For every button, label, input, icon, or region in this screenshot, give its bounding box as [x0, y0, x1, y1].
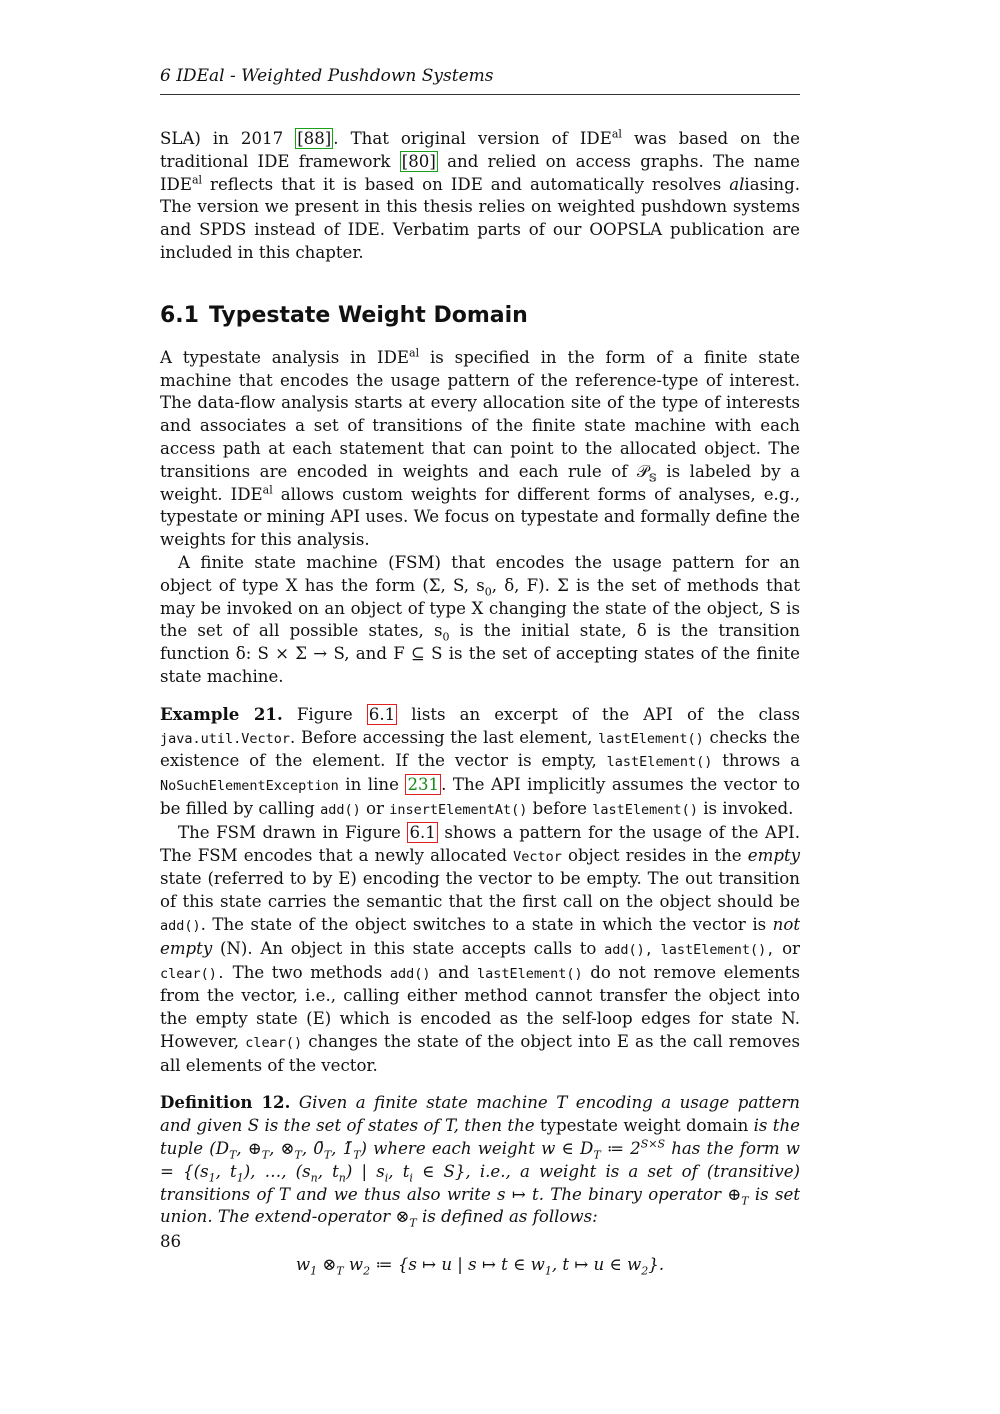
extend-operator-formula: $w_1$ $\otimes_T$ $w_2$ ≔ {s ↦ u | s ↦ t ∈ $w_1$, t ↦ u ∈ $w_2$}.: [295, 1255, 665, 1278]
example-paragraph: Example 21. Figure 6.1 lists an excerpt of the API of the class java.util.Vector. Before accessing the last element, lastElement() checks the existence of the element. If the vector is empty, lastElement() throws a NoSuchElementException in line 231 . The API implicitly assumes the vector to be filled by calling add() or insertElementAt() before lastElement() is invoked.: [160, 703, 800, 818]
running-header: 6 IDEal - Weighted Pushdown Systems: [160, 64, 800, 95]
figure-link[interactable]: 6.1: [409, 822, 436, 842]
page-number: 86: [160, 1232, 182, 1251]
fsm-definition-paragraph: A finite state machine (FSM) that encodes the usage pattern for an object of type X has the form (Σ, S, $s_0$, δ, F). Σ is the set of methods that may be invoked on an object of type X changing the state of the object, S is the set of all possible states, $s_0$ is the initial state, δ is the transition function δ: S × Σ → S, and F ⊆ S is the set of accepting states of the finite state machine.: [160, 552, 800, 686]
section-heading: 6.1 Typestate Weight Domain: [160, 302, 528, 328]
citation-link-80[interactable]: [80]: [401, 151, 436, 171]
fsm-description-paragraph: The FSM drawn in Figure 6.1 shows a pattern for the usage of the API. The FSM encodes that a newly allocated Vector object resides in the empty state (referred to by E) encoding the vector to be empty. The out transition of this state carries the semantic that the first call on the object should be add(). The state of the object switches to a state in which the vector is not empty (N). An object in this state accepts calls to add(), lastElement(), or clear(). The two methods add() and lastElement() do not remove elements from the vector, i.e., calling either method cannot transfer the object into the empty state (E) which is encoded as the self-loop edges for state N. However, clear() changes the state of the object into E as the call removes all elements of the vector.: [160, 822, 800, 1075]
typestate-paragraph: A typestate analysis in $IDE^{al}$ is specified in the form of a finite state machine that encodes the usage pattern of the reference-type of interest. The data-flow analysis starts at every allocation site of the type of interests and associates a set of transitions of the finite state machine with each access path at each statement that can point to the allocated object. The transitions are encoded in weights and each rule of 𝒫$_𝕊$ is labeled by a weight. $IDE^{al}$ allows custom weights for different forms of analyses, e.g., typestate or mining API uses. We focus on typestate and formally define the weights for this analysis.: [160, 346, 800, 550]
intro-paragraph: SLA) in 2017 [88] . That original version of $IDE^{al}$ was based on the traditional IDE framework [80] and relied on access graphs. The name $IDE^{al}$ reflects that it is based on IDE and automatically resolves aliasing. The version we present in this thesis relies on weighted pushdown systems and SPDS instead of IDE. Verbatim parts of our OOPSLA publication are included in this chapter.: [160, 127, 801, 262]
definition-paragraph: Definition 12. Given a finite state machine T encoding a usage pattern and given S is the set of states of T, then the typestate weight domain is the tuple ($D_T$, $\oplus_T$, $\otimes_T$, $0̄_T$, $1̄_T$) where each weight w ∈ $D_T$ ≔ $2^{S\times S}$ has the form $w = \{(s_1$, $t_1$), …, ($s_n$, $t_n$) | $s_i$, $t_i$ ∈ S}, i.e., a weight is a set of (transitive) transitions of T and we thus also write s ↦ t. The binary operator $\oplus_T$ is set union. The extend-operator $\otimes_T$ is defined as follows:: [160, 1092, 801, 1230]
figure-link[interactable]: 6.1: [368, 704, 396, 724]
page-body: [160, 128, 800, 1277]
line-link[interactable]: 231: [407, 775, 440, 795]
citation-link-88[interactable]: [88]: [297, 129, 332, 148]
